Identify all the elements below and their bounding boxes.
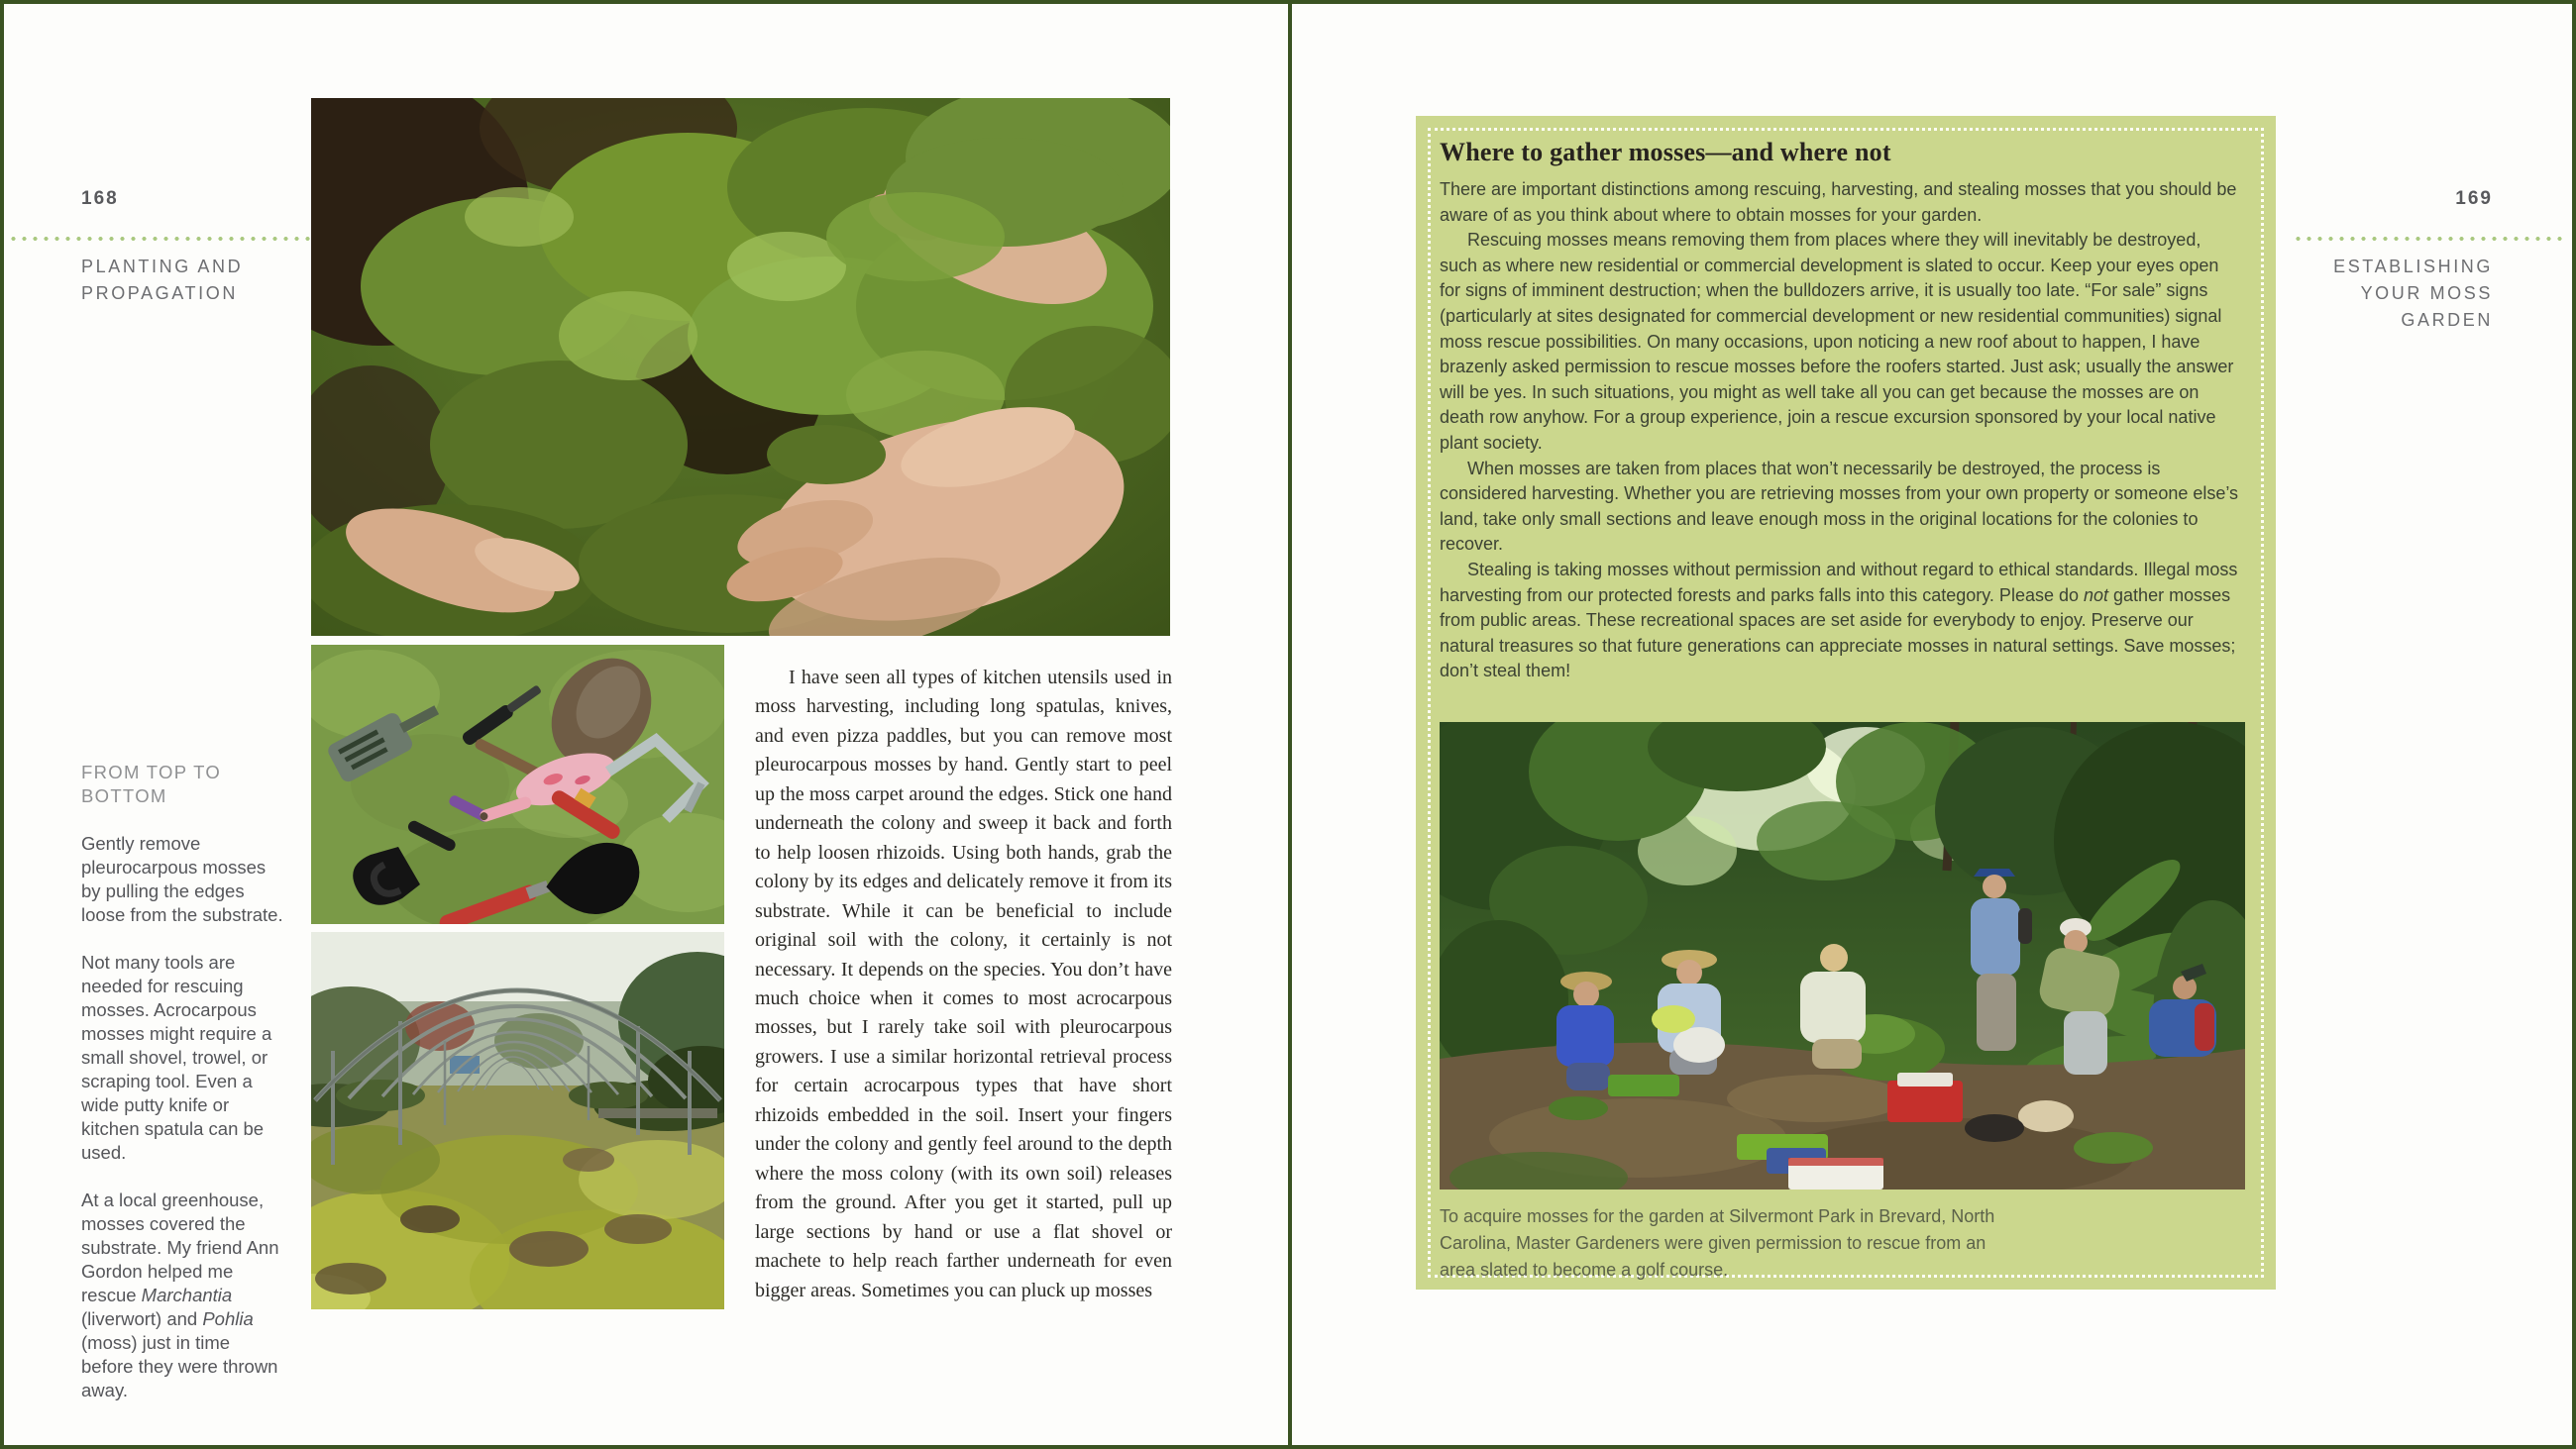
right-section-title-line1: ESTABLISHING bbox=[2333, 257, 2493, 276]
right-section-title bbox=[2333, 254, 2493, 334]
right-section-title-line2: YOUR MOSS bbox=[2360, 283, 2493, 303]
right-section-title-line3: GARDEN bbox=[2401, 310, 2493, 330]
photo-moss-closeup bbox=[311, 98, 1170, 636]
caption-paragraph-3: At a local greenhouse, mosses covered the substrate. My friend Ann Gordon helped me rescue Marchantia (liverwort) and Pohlia (moss) just in time before they were thrown away. bbox=[81, 1190, 279, 1400]
right-page-number: 169 bbox=[2455, 188, 2493, 209]
left-body-text bbox=[755, 664, 1172, 1305]
photo-moss-closeup-art bbox=[311, 98, 1170, 636]
sidebar-paragraph-4: Stealing is taking mosses without permission and without regard to ethical standards. Illegal moss harvesting from our protected forests and parks falls into this category. Please do not gather mosses from public areas. These recreational spaces are set aside for everybody to enjoy. Preserve our natural treasures so that future generations can appreciate mosses in natural settings. Save mosses; don’t steal them! bbox=[1440, 559, 2238, 681]
caption-label: FROM TOP TO BOTTOM bbox=[81, 762, 222, 806]
left-caption-column bbox=[81, 761, 286, 1426]
sidebar-photo-caption: To acquire mosses for the garden at Silvermont Park in Brevard, North Carolina, Master Gardeners were given permission to rescue from an area slated to become a golf course. bbox=[1440, 1206, 1995, 1280]
sidebar-box-text bbox=[1440, 177, 2240, 684]
photo-rescue-group-art bbox=[1440, 722, 2245, 1190]
photo-greenhouse bbox=[311, 932, 724, 1309]
left-section-title-line2: PROPAGATION bbox=[81, 283, 238, 303]
photo-greenhouse-art bbox=[311, 932, 724, 1309]
left-section-title bbox=[81, 254, 243, 307]
photo-tools-art bbox=[311, 645, 724, 924]
caption-paragraph-2: Not many tools are needed for rescuing mosses. Acrocarpous mosses might require a small shovel, trowel, or scraping tool. Even a wide putty knife or kitchen spatula can be used. bbox=[81, 952, 272, 1163]
sidebar-paragraph-2: Rescuing mosses means removing them from places where they will inevitably be destroyed, such as where new residential or commercial development is slated to occur. Keep your eyes open for signs of imminent destruction; when the bulldozers arrive, it is usually too late. “For sale” signs (particularly at sites designated for commercial development or new residential communities) signal moss rescue possibilities. On many occasions, upon noticing a new roof about to happen, I have brazenly asked permission to rescue mosses before the roofers started. Just ask; usually the answer will be yes. In such situations, you might as well take all you can get because the mosses are on death row anyhow. For a group experience, join a rescue excursion sponsored by your local native plant society. bbox=[1440, 230, 2234, 453]
page-gutter-divider bbox=[1288, 4, 1292, 1449]
body-paragraph: I have seen all types of kitchen utensils used in moss harvesting, including long spatulas, knives, and even pizza paddles, but you can remove most pleurocarpous mosses by hand. Gently start to peel up the moss carpet around the edges. Stick one hand underneath the colony and sweep it back and forth to help loosen rhizoids. Using both hands, grab the colony by its edges and delicately remove it from its substrate. While it can be beneficial to include original soil with the colony, it certainly is not necessary. It depends on the species. You don’t have much choice when it comes to most acrocarpous mosses, but I rarely take soil with pleurocarpous growers. I use a similar horizontal retrieval process for certain acrocarpous types that have short rhizoids embedded in the soil. Insert your fingers under the colony and gently feel around to the depth where the moss colony (with its own soil) releases from the ground. After you get it started, pull up large sections by hand or use a flat shovel or machete to help reach farther underneath for even bigger areas. Sometimes you can pluck up mosses bbox=[755, 667, 1172, 1301]
sidebar-paragraph-1: There are important distinctions among rescuing, harvesting, and stealing mosses that you should be aware of as you think about where to obtain mosses for your garden. bbox=[1440, 179, 2237, 225]
left-section-title-line1: PLANTING AND bbox=[81, 257, 244, 276]
right-dotted-rule bbox=[2293, 235, 2568, 243]
photo-tools bbox=[311, 645, 724, 924]
sidebar-box-title: Where to gather mosses—and where not bbox=[1440, 138, 1891, 166]
photo-rescue-group bbox=[1440, 722, 2245, 1190]
sidebar-paragraph-3: When mosses are taken from places that won’t necessarily be destroyed, the process is considered harvesting. Whether you are retrieving mosses from your own property or someone else’s land, take only small sections and leave enough moss in the original locations for the colonies to recover. bbox=[1440, 458, 2239, 555]
left-page-number: 168 bbox=[81, 188, 119, 209]
caption-paragraph-1: Gently remove pleurocarpous mosses by pulling the edges loose from the substrate. bbox=[81, 833, 283, 925]
